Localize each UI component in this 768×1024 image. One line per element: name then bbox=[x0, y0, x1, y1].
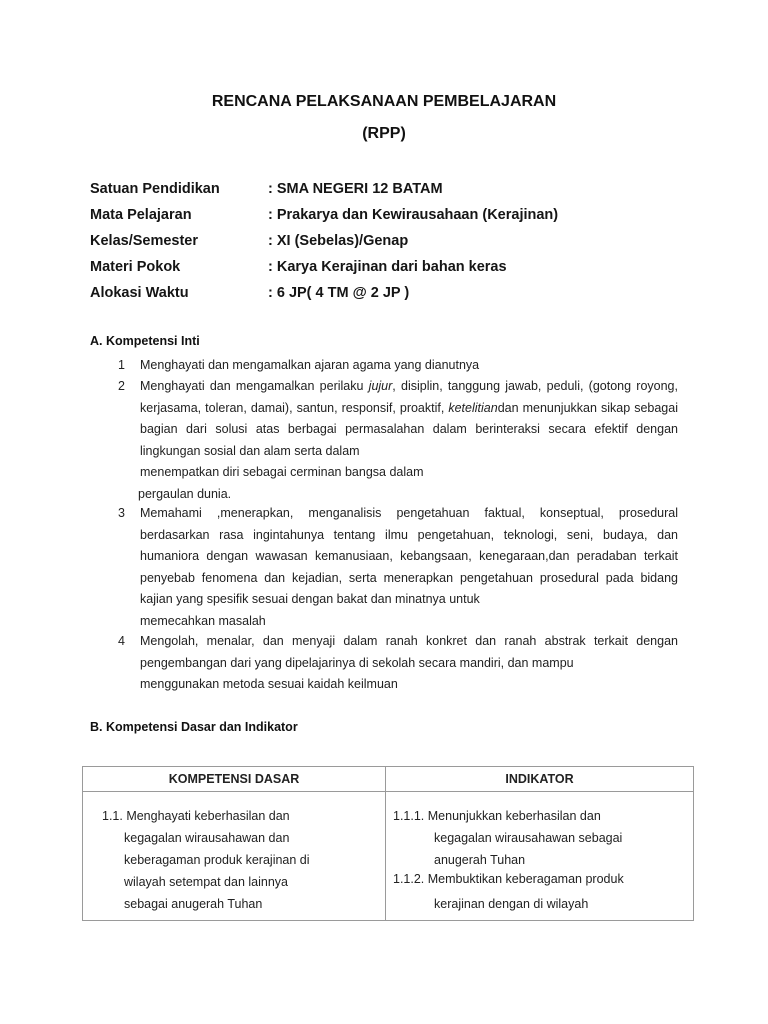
ki-item bbox=[118, 355, 678, 377]
kd-cell bbox=[83, 792, 386, 921]
ki-item bbox=[118, 376, 678, 505]
identity-label: Alokasi Waktu bbox=[90, 285, 189, 301]
ki-text: Menghayati dan mengamalkan ajaran agama yang dianutnya bbox=[140, 358, 480, 372]
identity-value: : XI (Sebelas)/Genap bbox=[268, 233, 409, 249]
table-header-indicator: INDIKATOR bbox=[386, 767, 694, 792]
ki-text: Mengolah, menalar, dan menyaji dalam ranah konkret dan ranah abstrak terkait dengan pengembangan dari yang dipelajarinya di sekolah secara mandiri, dan mampu menggunakan metoda sesuai kaidah keilmuan bbox=[140, 634, 678, 691]
identity-label: Mata Pelajaran bbox=[90, 207, 192, 223]
ki-emphasis: jujur bbox=[368, 379, 393, 393]
indicator-line: 1.1.1. Menunjukkan keberhasilan dan bbox=[393, 809, 601, 823]
indicator-line: kerajinan dengan di wilayah bbox=[434, 897, 589, 911]
ki-item bbox=[118, 503, 678, 632]
ki-number: 1 bbox=[118, 358, 125, 372]
kd-line: wilayah setempat dan lainnya bbox=[124, 875, 288, 889]
identity-value: : Prakarya dan Kewirausahaan (Kerajinan) bbox=[268, 207, 559, 223]
kd-line: sebagai anugerah Tuhan bbox=[124, 897, 263, 911]
identity-value: : Karya Kerajinan dari bahan keras bbox=[268, 259, 507, 275]
section-a-heading: A. Kompetensi Inti bbox=[90, 334, 200, 348]
identity-label: Satuan Pendidikan bbox=[90, 181, 220, 197]
ki-item bbox=[118, 631, 678, 696]
indicator-line: 1.1.2. Membuktikan keberagaman produk bbox=[393, 872, 624, 886]
ki-number: 4 bbox=[118, 634, 125, 648]
identity-label: Materi Pokok bbox=[90, 259, 181, 275]
kd-line: 1.1. Menghayati keberhasilan dan bbox=[102, 809, 290, 823]
identity-value: : SMA NEGERI 12 BATAM bbox=[268, 181, 443, 197]
indicator-line: kegagalan wirausahawan sebagai bbox=[434, 831, 623, 845]
table-header-kd: KOMPETENSI DASAR bbox=[83, 767, 386, 792]
table-header-row bbox=[83, 767, 694, 792]
ki-text: Menghayati dan mengamalkan perilaku jujur, disiplin, tanggung jawab, peduli, (gotong royong, kerjasama, toleran, damai), santun, responsif, proaktif, ketelitiandan menunjukkan sikap sebagai bagian dari solusi atas berbagai permasalahan dalam berinteraksi secara efektif dengan lingkungan sosial dan alam serta dalam menempatkan diri sebagai cerminan bangsa dalam bbox=[140, 379, 678, 479]
indicator-line: anugerah Tuhan bbox=[434, 853, 526, 867]
indicator-cell bbox=[386, 792, 694, 921]
ki-number: 3 bbox=[118, 506, 125, 520]
table-row bbox=[83, 792, 694, 921]
document-title: RENCANA PELAKSANAAN PEMBELAJARAN bbox=[211, 93, 557, 110]
section-b-heading: B. Kompetensi Dasar dan Indikator bbox=[90, 720, 298, 734]
ki-text: Memahami ,menerapkan, menganalisis pengetahuan faktual, konseptual, prosedural berdasarkan rasa ingintahunya tentang ilmu pengetahuan, teknologi, seni, budaya, dan humaniora dengan wawasan kemanusiaan, kebangsaan, kenegaraan,dan peradaban terkait penyebab fenomena dan kejadian, serta menerapkan pengetahuan prosedural pada bidang kajian yang spesifik sesuai dengan bakat dan minatnya untuk memecahkan masalah bbox=[140, 506, 678, 628]
ki-text-continuation: pergaulan dunia. bbox=[138, 486, 232, 501]
identity-value: : 6 JP( 4 TM @ 2 JP ) bbox=[268, 285, 410, 301]
ki-number: 2 bbox=[118, 379, 125, 393]
identity-label: Kelas/Semester bbox=[90, 233, 199, 249]
kd-line: kegagalan wirausahawan dan bbox=[124, 831, 290, 845]
kd-line: keberagaman produk kerajinan di bbox=[124, 853, 310, 867]
kd-indicator-table bbox=[82, 766, 694, 921]
ki-emphasis: ketelitian bbox=[448, 400, 498, 415]
document-subtitle: (RPP) bbox=[362, 125, 406, 142]
